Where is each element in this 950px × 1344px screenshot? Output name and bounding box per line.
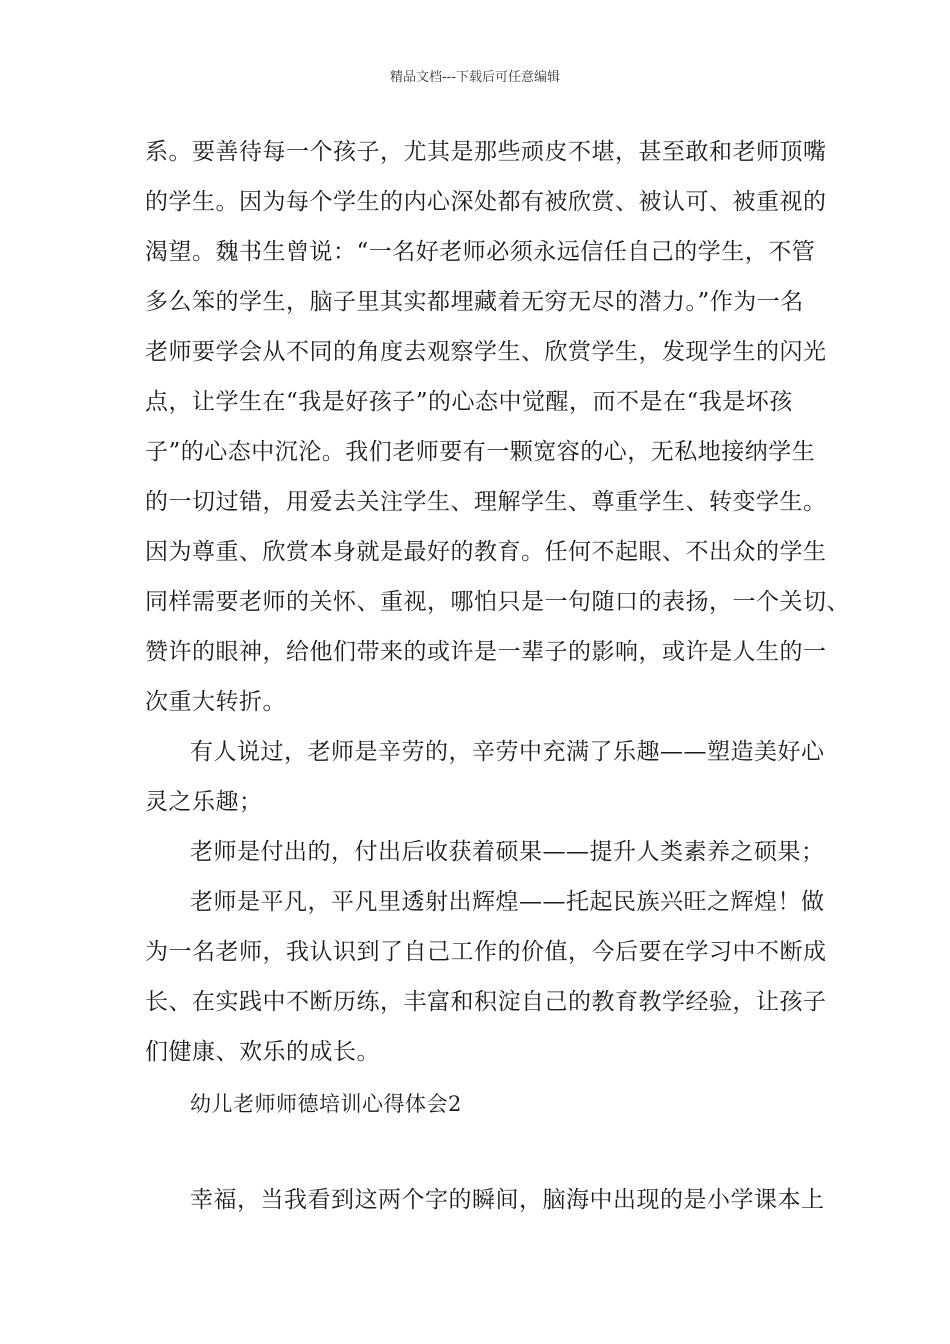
paragraph-line: 次重大转折。: [145, 689, 286, 715]
paragraph-line: 因为尊重、欣赏本身就是最好的教育。任何不起眼、不出众的学生: [145, 539, 827, 565]
paragraph-line: 老师是付出的，付出后收获着硕果——提升人类素养之硕果；: [190, 839, 825, 865]
paragraph-line: 老师是平凡，平凡里透射出辉煌——托起民族兴旺之辉煌！做: [190, 889, 825, 915]
paragraph-line: 有人说过，老师是辛劳的，辛劳中充满了乐趣——塑造美好心: [190, 739, 825, 765]
paragraph-line: 的一切过错，用爱去关注学生、理解学生、尊重学生、转变学生。: [145, 489, 827, 515]
paragraph-line: 系。要善待每一个孩子，尤其是那些顽皮不堪，甚至敢和老师顶嘴: [145, 139, 827, 165]
paragraph-line: 灵之乐趣；: [145, 789, 263, 815]
paragraph-line: 为一名老师，我认识到了自己工作的价值，今后要在学习中不断成: [145, 939, 827, 965]
paragraph-line: 们健康、欢乐的成长。: [145, 1039, 380, 1065]
paragraph-line: 子”的心态中沉沦。我们老师要有一颗宽容的心，无私地接纳学生: [145, 439, 816, 465]
paragraph-line: 老师要学会从不同的角度去观察学生、欣赏学生，发现学生的闪光: [145, 339, 827, 365]
paragraph-line: 赞许的眼神，给他们带来的或许是一辈子的影响，或许是人生的一: [145, 639, 827, 665]
paragraph-line: 长、在实践中不断历练，丰富和积淀自己的教育教学经验，让孩子: [145, 989, 827, 1015]
page-header: 精品文档---下载后可任意编辑: [389, 70, 561, 85]
paragraph-line: 多么笨的学生，脑子里其实都埋藏着无穷无尽的潜力。”作为一名: [145, 289, 804, 315]
paragraph-line: 的学生。因为每个学生的内心深处都有被欣赏、被认可、被重视的: [145, 189, 827, 215]
paragraph-line: 同样需要老师的关怀、重视，哪怕只是一句随口的表扬，一个关切、: [145, 589, 850, 615]
paragraph-line: 幸福，当我看到这两个字的瞬间，脑海中出现的是小学课本上: [190, 1187, 825, 1213]
paragraph-line: 渴望。魏书生曾说：“一名好老师必须永远信任自己的学生，不管: [145, 239, 816, 265]
section-heading: 幼儿老师师德培训心得体会2: [190, 1092, 462, 1116]
paragraph-line: 点，让学生在“我是好孩子”的心态中觉醒，而不是在“我是坏孩: [145, 389, 793, 415]
